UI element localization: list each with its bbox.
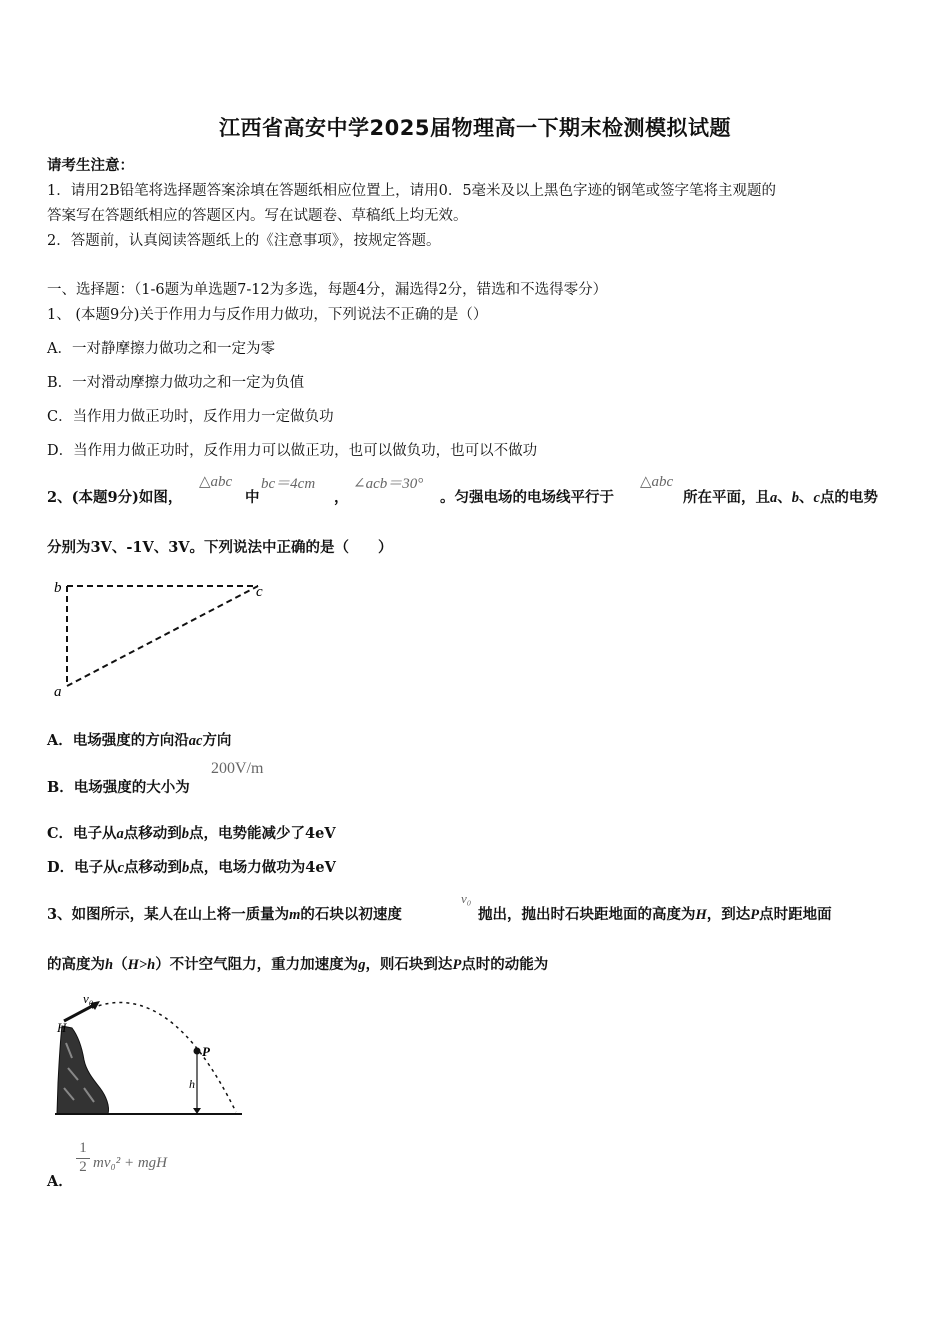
q3-H-label: H (57, 1020, 67, 1035)
q2-angle-acb-math: ∠acb＝30° (353, 476, 424, 492)
q1-stem: 1、 (本题9分)关于作用力与反作用力做功，下列说法不正确的是（） (47, 307, 488, 323)
q3-fraction-denominator: 2 (76, 1158, 90, 1176)
notice-heading: 请考生注意： (47, 157, 134, 174)
q2-triangle-abc-math: △abc (199, 474, 233, 490)
q2-label-a: a (54, 684, 62, 700)
q3-h-label: h (189, 1077, 195, 1091)
q3-v0-math: v₀ (461, 891, 472, 906)
q2-option-c: C．电子从a点移动到b点，电势能减少了4eV (47, 825, 336, 842)
q3-stem-part2: 抛出，抛出时石块距地面的高度为H，到达P点时距地面 (478, 906, 832, 923)
q1-option-b: B．一对滑动摩擦力做功之和一定为负值 (47, 375, 305, 391)
q2-option-a: A．电场强度的方向沿ac方向 (47, 732, 232, 749)
q2-label-b: b (54, 580, 62, 596)
q2-stem-part2: 中 (245, 489, 260, 506)
q3-option-a-fraction (76, 1140, 90, 1176)
q2-label-c: c (256, 584, 263, 600)
section-heading: 一、选择题：（1-6题为单选题7-12为多选，每题4分，漏选得2分，错选和不选得零分） (47, 282, 608, 298)
q3-cliff (57, 1026, 109, 1114)
page-title: 江西省高安中学2025届物理高一下期末检测模拟试题 (219, 116, 731, 140)
q3-option-a-math: mv₀² + mgH (93, 1155, 167, 1171)
q2-side-ac (67, 586, 258, 686)
q3-trajectory (92, 1003, 236, 1112)
notice-line-2: 2．答题前，认真阅读答题纸上的《注意事项》，按规定答题。 (47, 233, 441, 249)
q2-stem-line2: 分别为3V、-1V、3V。下列说法中正确的是（ ） (47, 539, 393, 556)
q3-stem-part1: 3、如图所示，某人在山上将一质量为m的石块以初速度 (47, 906, 402, 923)
q1-option-a: A．一对静摩擦力做功之和一定为零 (47, 341, 275, 357)
q3-v0-label: v₀ (83, 991, 94, 1006)
q1-option-d: D．当作用力做正功时，反作用力可以做正功，也可以做负功，也可以不做功 (47, 443, 538, 459)
notice-line-1b: 答案写在答题纸相应的答题区内。写在试题卷、草稿纸上均无效。 (47, 208, 468, 224)
q2-triangle-abc-math-2: △abc (640, 474, 674, 490)
q2-option-d: D．电子从c点移动到b点，电场力做功为4eV (47, 859, 336, 876)
q2-stem-part4: 。匀强电场的电场线平行于 (440, 489, 614, 506)
q3-projectile-figure (50, 988, 250, 1123)
q2-option-b-math: 200V/m (211, 760, 264, 777)
q2-stem-part3: ， (334, 489, 349, 506)
q2-option-b: B．电场强度的大小为 (47, 779, 190, 796)
q3-fraction-numerator: 1 (79, 1140, 87, 1156)
notice-line-1a: 1．请用2B铅笔将选择题答案涂填在答题纸相应位置上，请用0．5毫米及以上黑色字迹的钢笔或签字笔将主观题的 (47, 183, 777, 199)
q3-P-label: P (202, 1044, 210, 1059)
q2-stem-part5: 所在平面，且a、b、c点的电势 (683, 489, 878, 506)
q3-point-p (194, 1048, 201, 1055)
q3-stem-line2: 的高度为h（H>h）不计空气阻力，重力加速度为g，则石块到达P点时的动能为 (47, 956, 549, 973)
q2-triangle-figure (40, 572, 280, 702)
q2-stem-part1: 2、(本题9分)如图， (47, 489, 183, 506)
q1-option-c: C．当作用力做正功时，反作用力一定做负功 (47, 409, 334, 425)
q2-bc-length-math: bc＝4cm (261, 476, 316, 492)
q3-v0-arrow (64, 1004, 96, 1021)
q3-option-a-label: A． (47, 1173, 73, 1190)
